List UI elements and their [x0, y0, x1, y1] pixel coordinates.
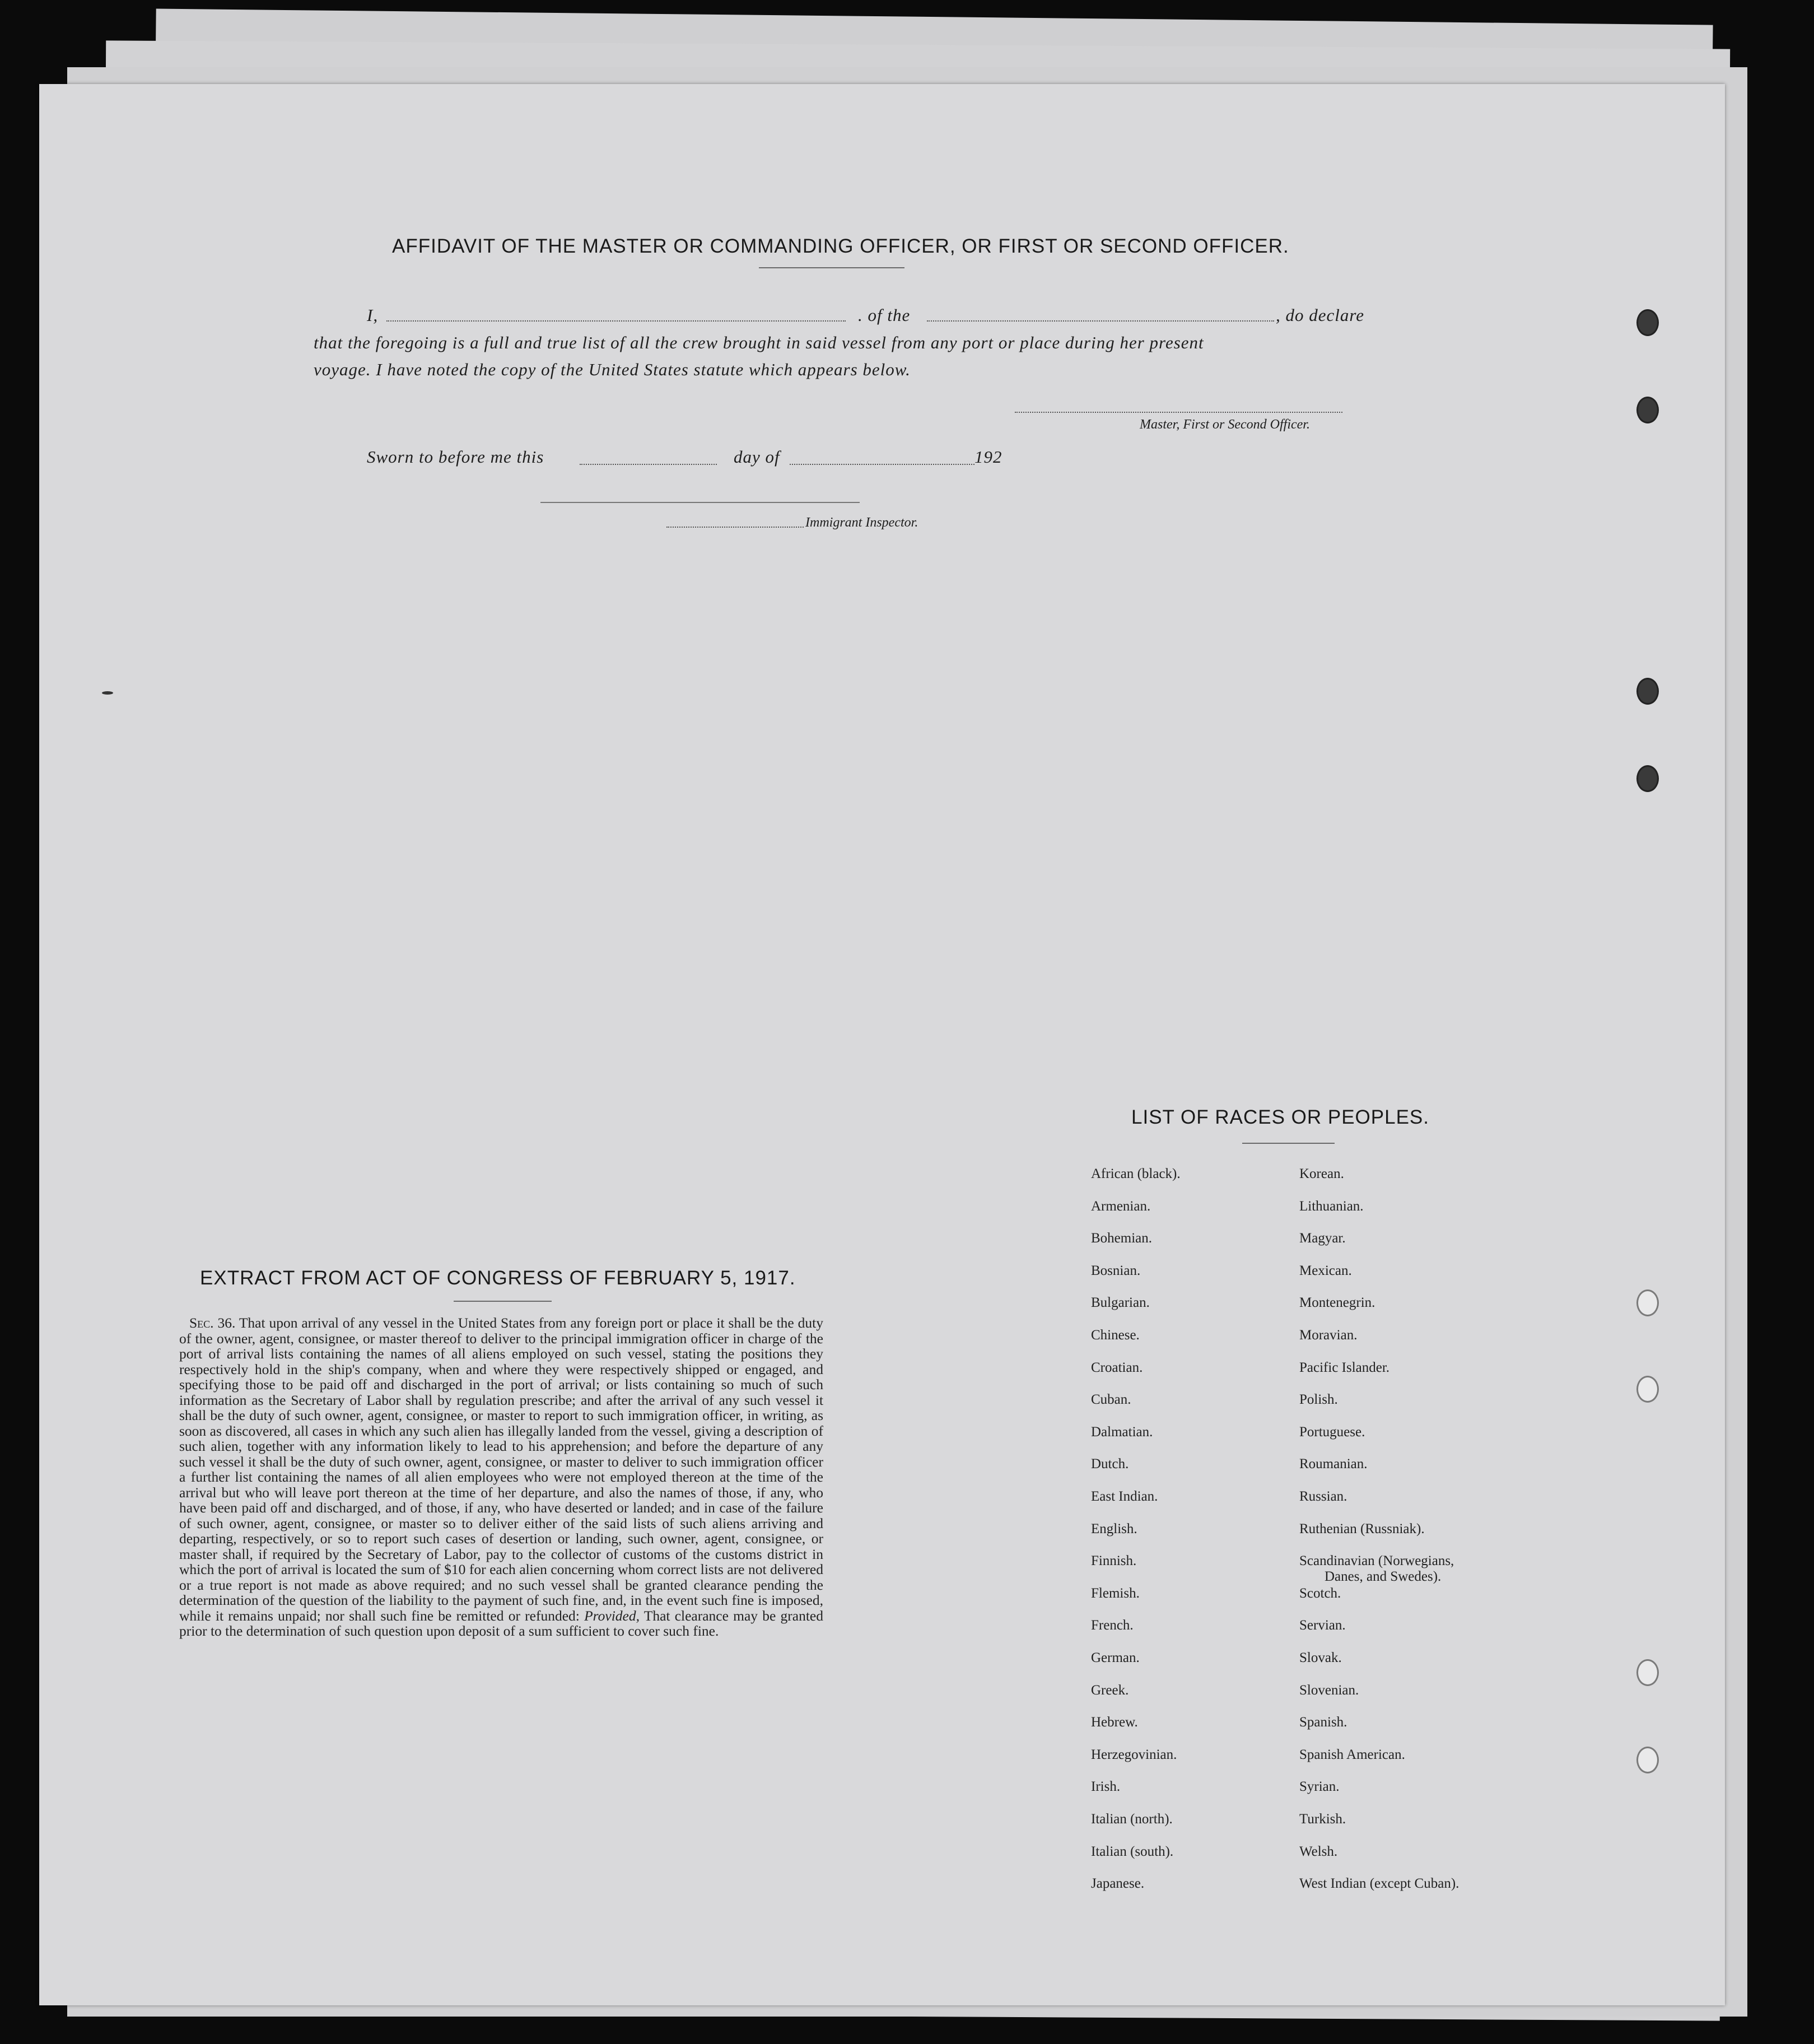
- race-item: Pacific Islander.: [1299, 1359, 1390, 1375]
- inspector-label: Immigrant Inspector.: [805, 515, 918, 530]
- race-item: Welsh.: [1299, 1843, 1338, 1859]
- race-item: Armenian.: [1091, 1198, 1151, 1214]
- punch-hole: [1636, 1659, 1659, 1686]
- race-item: Spanish.: [1299, 1715, 1347, 1730]
- race-item: French.: [1091, 1618, 1134, 1633]
- affidavit-title: AFFIDAVIT OF THE MASTER OR COMMANDING OFFICER, OR FIRST OR SECOND OFFICER.: [392, 235, 1289, 257]
- race-item: Japanese.: [1091, 1876, 1145, 1892]
- extract-text-2: That clearance may be granted prior to the determination of such question upon deposit of a sum sufficient to cover such fine.: [179, 1607, 823, 1639]
- do-declare-label: , do declare: [1276, 305, 1365, 325]
- punch-hole: [1636, 1289, 1659, 1316]
- races-underline: [1242, 1143, 1335, 1144]
- day-of-label: day of: [734, 447, 780, 467]
- punch-hole: [1636, 765, 1659, 792]
- races-title: LIST OF RACES OR PEOPLES.: [1131, 1106, 1430, 1128]
- punch-hole: [1636, 678, 1659, 705]
- race-item: Scandinavian (Norwegians,: [1299, 1553, 1454, 1569]
- inspector-signature-line: [540, 502, 860, 503]
- race-item: Syrian.: [1299, 1779, 1340, 1795]
- extract-text-1: That upon arrival of any vessel in the United States from any foreign port or place it shall be the duty of the owner, agent, consignee, or master thereof to deliver to the principal immigration officer in charge of the port of arrival lists containing the names of all aliens employed on such vessel, stating the positions they respectively hold in the ship's company, when and where they were respectively shipped or engaged, and specifying those to be paid off and discharged in the port of arrival; or lists containing so much of such information as the Secretary of Labor shall by regulation prescribe; and after the arrival of any such vessel it shall be the duty of such owner, agent, consignee, or master to report to such immigration officer, in writing, as soon as discovered, all cases in which any such alien has illegally landed from the vessel, giving a description of such alien, together with any information likely to lead to his apprehension; and before the departure of any such vessel it shall be the duty of such owner, agent, consignee, or master to deliver to such immigration officer a further list containing the names of all alien employees who were not employed thereon at the time of the arrival but who will leave port thereon at the time of her departure, and also the names of those, if any, who have been paid off and discharged, and of those, if any, who have deserted or landed; and in case of the failure of such owner, agent, consignee, or master so to deliver either of the said lists of such aliens arriving and departing, respectively, or so to report such cases of desertion or landing, such owner, agent, consignee, or master shall, if required by the Secretary of Labor, pay to the collector of customs of the customs district in which the port of arrival is located the sum of $10 for each alien concerning whom correct lists are not delivered or a true report is not made as above required; and no such vessel shall be granted clearance pending the determination of the question of the liability to the payment of such fine, and, in the event such fine is imposed, while it remains unpaid; nor shall such fine be remitted or refunded:: [179, 1315, 824, 1624]
- race-item: West Indian (except Cuban).: [1299, 1876, 1459, 1892]
- race-item: Polish.: [1299, 1392, 1338, 1408]
- title-underline: [759, 267, 904, 268]
- race-item: Roumanian.: [1299, 1456, 1368, 1472]
- sworn-month-line: [790, 464, 974, 465]
- provided-label: Provided,: [584, 1607, 640, 1624]
- of-the-label: . of the: [858, 305, 911, 325]
- race-item: Hebrew.: [1091, 1715, 1138, 1730]
- race-item: Flemish.: [1091, 1585, 1140, 1601]
- ink-mark: [102, 691, 113, 695]
- affidavit-line-3: voyage. I have noted the copy of the United States statute which appears below.: [314, 360, 911, 379]
- extract-title: EXTRACT FROM ACT OF CONGRESS OF FEBRUARY 5, 1917.: [200, 1267, 796, 1289]
- race-item: Moravian.: [1299, 1328, 1358, 1343]
- race-item: Herzegovinian.: [1091, 1747, 1177, 1762]
- punch-hole: [1636, 397, 1659, 423]
- sworn-day-line: [580, 464, 717, 465]
- race-item: Bosnian.: [1091, 1263, 1141, 1278]
- race-item: Turkish.: [1299, 1812, 1346, 1827]
- race-item: Spanish American.: [1299, 1747, 1405, 1762]
- race-item: Montenegrin.: [1299, 1295, 1375, 1311]
- race-item: Slovenian.: [1299, 1682, 1359, 1698]
- affidavit-line-2: that the foregoing is a full and true list of all the crew brought in said vessel from any port or place during her present: [314, 333, 1204, 352]
- race-item: Irish.: [1091, 1779, 1121, 1795]
- race-item: East Indian.: [1091, 1489, 1158, 1504]
- sworn-label: Sworn to before me this: [367, 447, 544, 467]
- race-item: Slovak.: [1299, 1650, 1342, 1665]
- race-item: Bulgarian.: [1091, 1295, 1150, 1311]
- race-item: African (black).: [1091, 1166, 1181, 1181]
- race-item: Chinese.: [1091, 1328, 1140, 1343]
- name-blank-line: [386, 320, 846, 322]
- race-item: Croatian.: [1091, 1359, 1143, 1375]
- master-label: Master, First or Second Officer.: [1140, 417, 1310, 432]
- inspector-dotted-line: [666, 527, 804, 528]
- master-signature-line: [1015, 412, 1342, 413]
- race-item: Scotch.: [1299, 1585, 1341, 1601]
- race-item: Korean.: [1299, 1166, 1344, 1181]
- punch-hole: [1636, 1376, 1659, 1403]
- race-item: Bohemian.: [1091, 1231, 1153, 1246]
- race-item: Lithuanian.: [1299, 1198, 1364, 1214]
- affidavit-i-label: I,: [367, 305, 379, 325]
- race-item: Portuguese.: [1299, 1424, 1365, 1440]
- year-label: 192: [974, 447, 1002, 467]
- punch-hole: [1636, 309, 1659, 336]
- race-item: Ruthenian (Russniak).: [1299, 1521, 1425, 1537]
- race-item: Mexican.: [1299, 1263, 1352, 1278]
- race-item: English.: [1091, 1521, 1137, 1537]
- race-item: German.: [1091, 1650, 1140, 1665]
- race-item: Servian.: [1299, 1618, 1346, 1633]
- extract-underline: [454, 1301, 552, 1302]
- punch-hole: [1636, 1747, 1659, 1773]
- sec-label: Sec. 36.: [189, 1315, 236, 1331]
- race-item: Italian (south).: [1091, 1843, 1174, 1859]
- race-item: Cuban.: [1091, 1392, 1131, 1408]
- race-item: Finnish.: [1091, 1553, 1137, 1569]
- race-item: Dalmatian.: [1091, 1424, 1153, 1440]
- race-item: Russian.: [1299, 1489, 1347, 1504]
- race-item: Magyar.: [1299, 1231, 1346, 1246]
- extract-body: [179, 1315, 823, 1639]
- race-item: Dutch.: [1091, 1456, 1129, 1472]
- race-item: Italian (north).: [1091, 1812, 1173, 1827]
- race-item: Greek.: [1091, 1682, 1129, 1698]
- vessel-blank-line: [927, 320, 1274, 322]
- race-item: Danes, and Swedes).: [1325, 1569, 1442, 1585]
